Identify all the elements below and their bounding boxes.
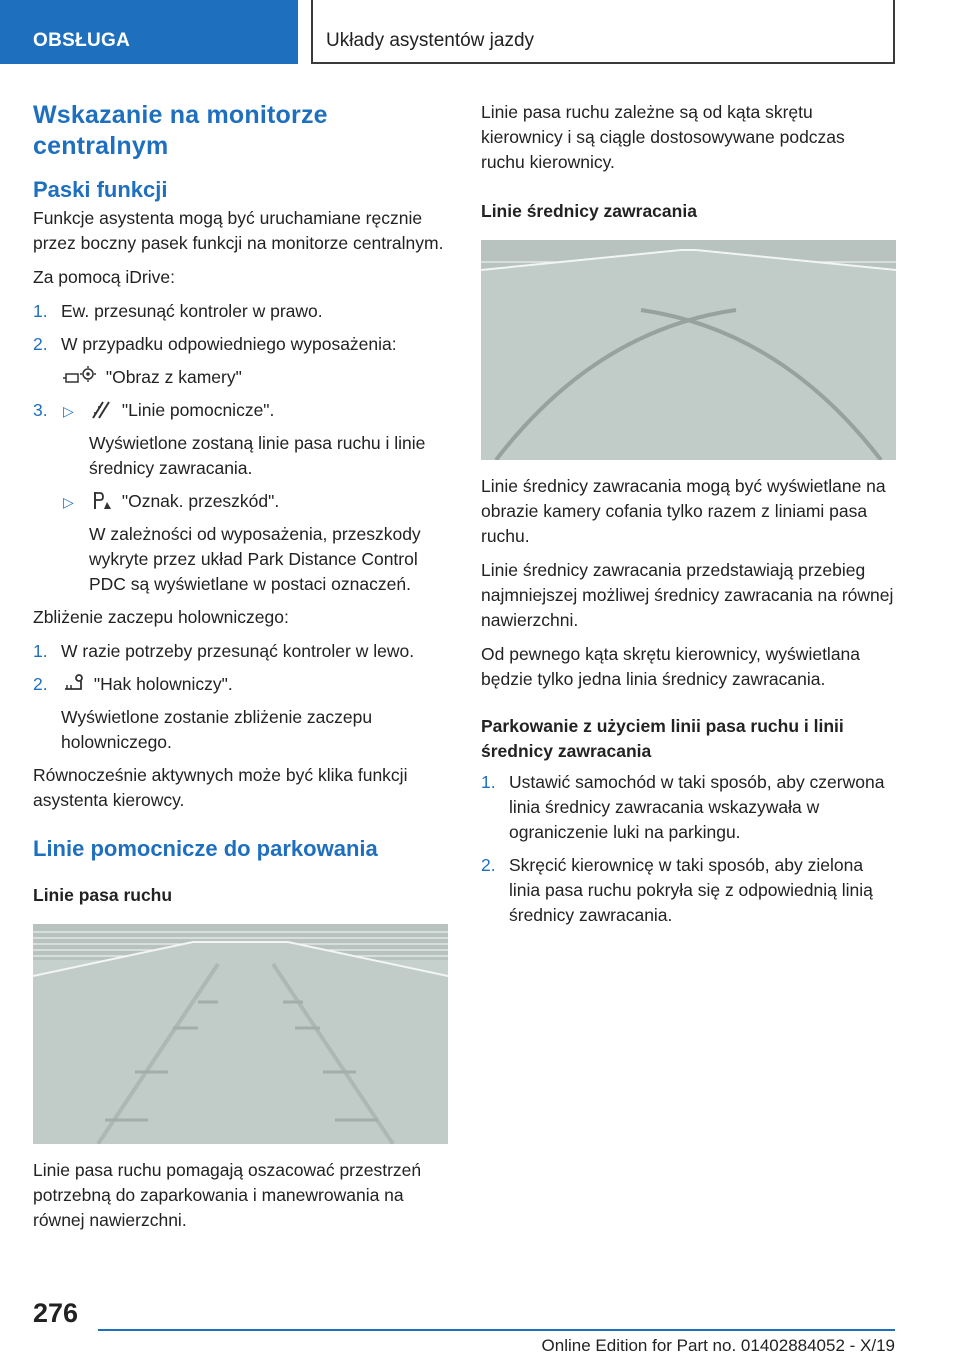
list-text: Ew. przesunąć kontroler w prawo.: [61, 301, 323, 321]
list-item: [33, 398, 448, 597]
lane-lines-figure: [33, 924, 448, 1144]
triangle-bullet-icon: ▷: [63, 494, 74, 510]
obstacle-marking-icon: [91, 490, 113, 510]
heading-lane-lines: Linie pasa ruchu: [33, 885, 173, 905]
list-item: [33, 639, 448, 664]
list-subline: Wyświetlone zostanie zbliżenie zaczepu holowniczego.: [61, 707, 373, 752]
list-item: [33, 672, 448, 755]
list-item: [33, 299, 448, 324]
section-tab: [0, 0, 298, 64]
list-text: W razie potrzeby przesunąć kontroler w lewo.: [61, 641, 415, 661]
list-text: W przypadku odpowiedniego wyposażenia:: [61, 334, 397, 354]
bullet-text: W zależności od wyposażenia, przeszkody wykryte przez układ Park Distance Control PDC są wyświetlane w postaci oznaczeń.: [89, 524, 421, 594]
footer-divider: [98, 1329, 895, 1331]
heading-parking-lines: Linie pomocnicze do parkowania: [33, 836, 378, 861]
chapter-title: Układy asystentów jazdy: [326, 30, 535, 51]
paragraph-lane-lines: Linie pasa ruchu pomagają oszacować przestrzeń potrzebną do zaparkowania i manewrowania na równej nawierzchni.: [33, 1160, 422, 1230]
camera-icon: [63, 366, 97, 386]
bullet-guide-lines: [61, 398, 448, 481]
list-item: [481, 770, 897, 845]
bullet-text: Wyświetlone zostaną linie pasa ruchu i linie średnicy zawracania.: [89, 433, 426, 478]
page-number: 276: [33, 1298, 79, 1328]
list-number: 2.: [33, 674, 48, 694]
paragraph-lane-lines-continued: Linie pasa ruchu zależne są od kąta skrętu kierownicy i są ciągle dostosowywane podczas ruchu kierownicy.: [481, 102, 845, 172]
list-number: 1.: [33, 641, 48, 661]
steps-list-1: [33, 299, 448, 597]
paragraph-zoom: Zbliżenie zaczepu holowniczego:: [33, 607, 289, 627]
section-title: OBSŁUGA: [33, 30, 131, 51]
obstacle-marking-label: "Oznak. przeszkód".: [121, 491, 280, 511]
paragraph-simultaneous: Równocześnie aktywnych może być klika funkcji asystenta kierowcy.: [33, 765, 408, 810]
chapter-header: [311, 0, 895, 64]
list-item: [481, 853, 897, 928]
paragraph-turning-2: Linie średnicy zawracania przedstawiają przebieg najmniejszej możliwej średnicy zawracania na równej nawierzchni.: [481, 560, 894, 630]
triangle-bullet-icon: ▷: [63, 403, 74, 419]
guide-lines-icon: [91, 399, 113, 419]
list-subline: [61, 365, 448, 390]
list-number: 2.: [481, 855, 496, 875]
turning-lines-figure: [481, 240, 896, 460]
bullet-obstacle-marking: [61, 489, 448, 597]
list-text: Skręcić kierownicę w taki sposób, aby zielona linia pasa ruchu pokryła się z odpowiednią linią średnicy zawracania.: [509, 855, 873, 925]
guide-lines-label: "Linie pomocnicze".: [121, 400, 275, 420]
tow-hitch-icon: [63, 673, 85, 693]
list-text: "Hak holowniczy".: [93, 674, 233, 694]
left-column: [33, 100, 448, 1233]
list-number: 2.: [33, 334, 48, 354]
paragraph-intro: Funkcje asystenta mogą być uruchamiane ręcznie przez boczny pasek funkcji na monitorze centralnym.: [33, 208, 444, 253]
heading-feature-bars: Paski funkcji: [33, 177, 168, 202]
heading-turning-lines: Linie średnicy zawracania: [481, 201, 697, 221]
camera-option-label: "Obraz z kamery": [105, 367, 242, 387]
list-number: 3.: [33, 400, 48, 420]
heading-parking-procedure: Parkowanie z użyciem linii pasa ruchu i linii średnicy zawracania: [481, 716, 844, 761]
parking-steps-list: [481, 770, 897, 928]
right-column: [481, 100, 897, 936]
paragraph-turning-1: Linie średnicy zawracania mogą być wyświetlane na obrazie kamery cofania tylko razem z liniami pasa ruchu.: [481, 476, 886, 546]
edition-footer: Online Edition for Part no. 01402884052 - X/19: [541, 1336, 895, 1355]
list-number: 1.: [33, 301, 48, 321]
list-number: 1.: [481, 772, 496, 792]
heading-monitor: Wskazanie na monitorze centralnym: [33, 101, 328, 160]
steps-list-2: [33, 639, 448, 755]
list-item: [33, 332, 448, 390]
paragraph-idrive: Za pomocą iDrive:: [33, 267, 175, 287]
list-text: Ustawić samochód w taki sposób, aby czerwona linia średnicy zawracania wskazywała w ograniczenie luki na parkingu.: [509, 772, 885, 842]
paragraph-turning-3: Od pewnego kąta skrętu kierownicy, wyświetlana będzie tylko jedna linia średnicy zawracania.: [481, 644, 861, 689]
